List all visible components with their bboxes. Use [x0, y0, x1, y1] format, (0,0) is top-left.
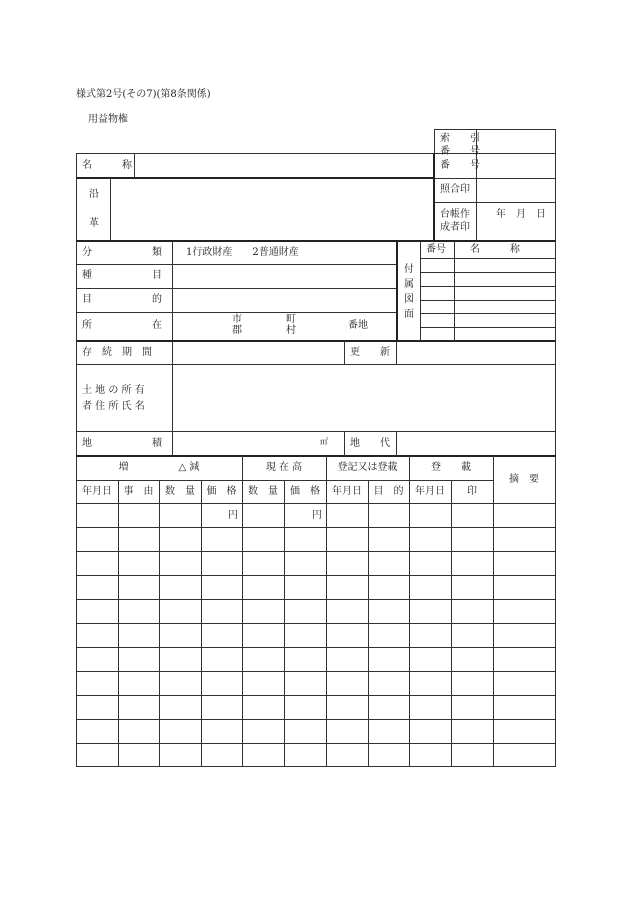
ledger-creator-seal-label: 台帳作 成者印 — [440, 209, 470, 233]
yen-unit-2: 円 — [312, 510, 322, 521]
col-reason: 事 由 — [123, 486, 154, 497]
renewal-label: 更 新 — [350, 347, 390, 358]
type-label: 種 目 — [82, 270, 162, 281]
duration-label: 存 続 期 間 — [82, 347, 152, 358]
form-title: 用益物権 — [88, 114, 128, 125]
date-label: 年 月 日 — [496, 209, 546, 220]
village-label: 村 — [286, 325, 296, 336]
square-meter-unit: ㎡ — [320, 437, 328, 446]
lot-number-label: 番地 — [348, 320, 368, 331]
rent-label: 地 代 — [350, 438, 390, 449]
verification-seal-label: 照合印 — [440, 184, 470, 195]
history-label-2: 革 — [89, 218, 99, 229]
location-label: 所 在 — [82, 320, 162, 331]
current-amount-header: 現 在 高 — [265, 462, 303, 473]
index-number-label: 索 引 番 号 — [440, 133, 480, 157]
col-purpose: 目 的 — [373, 486, 404, 497]
attached-name-header: 名 称 — [470, 244, 520, 255]
form-header: 様式第2号(その7)(第8条関係) — [76, 89, 211, 100]
change-group-header: 増 △ 減 — [118, 462, 200, 473]
area-label: 地 積 — [82, 438, 162, 449]
attached-drawings-label: 付 属 図 面 — [404, 264, 414, 320]
number-label: 番 号 — [440, 160, 480, 171]
town-label: 町 — [286, 314, 296, 325]
purpose-label: 目 的 — [82, 294, 162, 305]
posting-header: 登 載 — [431, 462, 471, 473]
summary-header: 摘 要 — [509, 474, 539, 485]
attached-number-header: 番号 — [426, 244, 446, 255]
col-date-1: 年月日 — [82, 486, 112, 497]
classification-value: 1行政財産 2普通財産 — [186, 247, 299, 258]
col-price-1: 価 格 — [206, 486, 237, 497]
classification-label: 分 類 — [82, 247, 162, 258]
col-quantity-2: 数 量 — [248, 486, 278, 497]
history-label-1: 沿 — [89, 189, 99, 200]
landowner-label: 土 地 の 所 有 者 住 所 氏 名 — [82, 385, 145, 412]
registry-header: 登記又は登載 — [337, 462, 398, 473]
yen-unit-1: 円 — [228, 510, 238, 521]
col-date-2: 年月日 — [332, 486, 362, 497]
col-seal: 印 — [467, 486, 477, 497]
col-quantity-1: 数 量 — [165, 486, 195, 497]
name-label: 名 称 — [82, 160, 132, 171]
city-label: 市 — [232, 314, 242, 325]
col-price-2: 価 格 — [290, 486, 320, 497]
col-date-3: 年月日 — [415, 486, 445, 497]
county-label: 郡 — [232, 325, 242, 336]
